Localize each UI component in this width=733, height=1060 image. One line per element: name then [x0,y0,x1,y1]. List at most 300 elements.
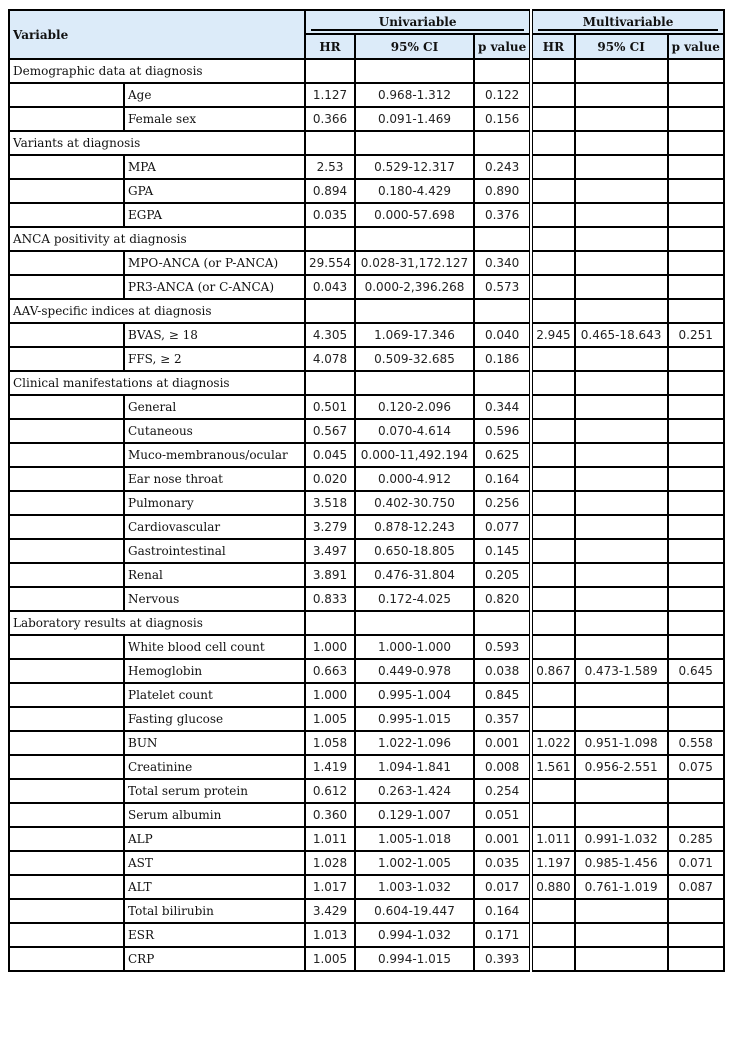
section-row [9,299,724,323]
uni-hr-cell: 1.000 [305,683,355,707]
multi-hr-cell [531,947,574,971]
uni-p-cell: 0.845 [474,683,531,707]
indent-cell [9,851,124,875]
uni-p-cell: 0.357 [474,707,531,731]
empty-cell [305,59,355,83]
uni-hr-cell: 1.000 [305,635,355,659]
table-row [9,803,724,827]
uni-p-cell: 0.051 [474,803,531,827]
uni-ci-cell: 0.650-18.805 [355,539,474,563]
table-row [9,83,724,107]
variable-name: Renal [124,563,305,587]
indent-cell [9,899,124,923]
variable-name: BVAS, ≥ 18 [124,323,305,347]
uni-ci-cell: 0.994-1.032 [355,923,474,947]
uni-p-cell: 0.573 [474,275,531,299]
indent-cell [9,347,124,371]
uni-hr-cell: 1.058 [305,731,355,755]
indent-cell [9,275,124,299]
multi-ci-cell [575,923,668,947]
uni-ci-cell: 0.172-4.025 [355,587,474,611]
uni-ci-cell: 0.000-2,396.268 [355,275,474,299]
section-title: Laboratory results at diagnosis [9,611,305,635]
multi-p-cell [668,251,724,275]
empty-cell [575,371,668,395]
uni-ci-cell: 0.070-4.614 [355,419,474,443]
uni-hr-cell: 0.833 [305,587,355,611]
uni-hr-cell: 3.429 [305,899,355,923]
multi-p-cell: 0.285 [668,827,724,851]
table-row [9,203,724,227]
multi-ci-cell [575,179,668,203]
variable-name: ESR [124,923,305,947]
table-row [9,827,724,851]
uni-hr-cell: 0.043 [305,275,355,299]
indent-cell [9,923,124,947]
table-row [9,779,724,803]
variable-name: MPO-ANCA (or P-ANCA) [124,251,305,275]
multi-p-cell [668,923,724,947]
variable-header: Variable [9,10,305,59]
uni-p-cell: 0.393 [474,947,531,971]
uni-hr-cell: 0.567 [305,419,355,443]
table-row [9,875,724,899]
variable-name: Nervous [124,587,305,611]
uni-p-cell: 0.156 [474,107,531,131]
indent-cell [9,563,124,587]
indent-cell [9,707,124,731]
section-row [9,131,724,155]
table-row [9,347,724,371]
uni-hr-cell: 3.518 [305,491,355,515]
univariable-label: Univariable [378,15,457,29]
uni-ci-cell: 0.402-30.750 [355,491,474,515]
uni-hr-cell: 0.612 [305,779,355,803]
uni-hr-cell: 1.127 [305,83,355,107]
empty-cell [531,59,574,83]
indent-cell [9,803,124,827]
multi-hr-cell [531,635,574,659]
multi-hr-cell [531,395,574,419]
empty-cell [531,611,574,635]
table-row [9,659,724,683]
empty-cell [305,227,355,251]
empty-cell [474,131,531,155]
multi-ci-cell: 0.956-2.551 [575,755,668,779]
empty-cell [668,59,724,83]
uni-hr-cell: 29.554 [305,251,355,275]
multi-ci-cell: 0.761-1.019 [575,875,668,899]
uni-ci-cell: 0.995-1.015 [355,707,474,731]
multi-hr-cell [531,275,574,299]
multi-p-cell [668,539,724,563]
multi-p-cell [668,947,724,971]
multi-hr-cell [531,515,574,539]
variable-name: Fasting glucose [124,707,305,731]
uni-ci-cell: 0.129-1.007 [355,803,474,827]
uni-p-cell: 0.040 [474,323,531,347]
multi-ci-cell [575,251,668,275]
uni-ci-cell: 1.069-17.346 [355,323,474,347]
table-row [9,539,724,563]
multi-hr-cell [531,539,574,563]
uni-hr-cell: 0.035 [305,203,355,227]
multi-ci-cell [575,539,668,563]
multi-hr-cell [531,563,574,587]
variable-name: Platelet count [124,683,305,707]
variable-name: MPA [124,155,305,179]
table-row [9,419,724,443]
table-row [9,395,724,419]
uni-hr-cell: 0.501 [305,395,355,419]
uni-ci-cell: 0.604-19.447 [355,899,474,923]
multi-hr-cell [531,251,574,275]
section-row [9,227,724,251]
multi-ci-cell [575,443,668,467]
multi-ci-cell [575,899,668,923]
multi-hr-cell: 1.011 [531,827,574,851]
variable-name: ALT [124,875,305,899]
indent-cell [9,251,124,275]
multi-p-cell [668,803,724,827]
uni-ci-cell: 1.094-1.841 [355,755,474,779]
indent-cell [9,467,124,491]
empty-cell [355,227,474,251]
variable-name: Hemoglobin [124,659,305,683]
multivariable-label: Multivariable [582,15,674,29]
empty-cell [305,131,355,155]
uni-p-cell: 0.035 [474,851,531,875]
uni-hr-cell: 1.011 [305,827,355,851]
uni-p-cell: 0.820 [474,587,531,611]
indent-cell [9,683,124,707]
multi-hr-cell [531,155,574,179]
variable-name: Serum albumin [124,803,305,827]
multi-p-cell [668,107,724,131]
multi-ci-cell [575,395,668,419]
group-underline [538,29,718,31]
multi-hr-header: HR [531,34,574,59]
empty-cell [305,371,355,395]
group-underline [311,29,524,31]
table-row [9,275,724,299]
uni-p-cell: 0.122 [474,83,531,107]
multi-hr-cell [531,203,574,227]
multi-hr-cell: 1.561 [531,755,574,779]
empty-cell [355,371,474,395]
variable-name: AST [124,851,305,875]
uni-ci-cell: 0.878-12.243 [355,515,474,539]
empty-cell [575,59,668,83]
multi-hr-cell: 1.197 [531,851,574,875]
uni-hr-cell: 4.305 [305,323,355,347]
multi-p-cell [668,587,724,611]
univariable-group-header [305,10,531,34]
empty-cell [474,59,531,83]
multi-ci-cell [575,203,668,227]
multi-p-cell [668,515,724,539]
multi-p-cell: 0.645 [668,659,724,683]
section-title: ANCA positivity at diagnosis [9,227,305,251]
uni-ci-cell: 0.968-1.312 [355,83,474,107]
empty-cell [355,299,474,323]
empty-cell [531,227,574,251]
table-body [9,59,724,971]
variable-name: CRP [124,947,305,971]
indent-cell [9,539,124,563]
multi-p-cell [668,179,724,203]
uni-ci-cell: 1.002-1.005 [355,851,474,875]
table-row [9,467,724,491]
empty-cell [668,371,724,395]
multi-p-cell: 0.558 [668,731,724,755]
multi-ci-cell [575,779,668,803]
table-row [9,683,724,707]
section-title: Variants at diagnosis [9,131,305,155]
variable-name: General [124,395,305,419]
table-row [9,707,724,731]
empty-cell [668,227,724,251]
variable-name: FFS, ≥ 2 [124,347,305,371]
uni-hr-cell: 0.366 [305,107,355,131]
multi-hr-cell [531,803,574,827]
variable-name: Ear nose throat [124,467,305,491]
uni-p-cell: 0.077 [474,515,531,539]
multi-hr-cell [531,179,574,203]
section-row [9,371,724,395]
uni-p-header: p value [474,34,531,59]
variable-name: BUN [124,731,305,755]
multivariable-group-header [531,10,724,34]
uni-p-cell: 0.340 [474,251,531,275]
multi-ci-cell [575,683,668,707]
multi-hr-cell [531,419,574,443]
multi-ci-cell [575,347,668,371]
variable-name: Total serum protein [124,779,305,803]
variable-name: Female sex [124,107,305,131]
table-row [9,323,724,347]
multi-ci-cell [575,467,668,491]
uni-hr-cell: 0.360 [305,803,355,827]
section-row [9,611,724,635]
multi-p-cell [668,347,724,371]
table-row [9,635,724,659]
multi-hr-cell [531,923,574,947]
variable-name: Gastrointestinal [124,539,305,563]
empty-cell [355,59,474,83]
multi-p-cell [668,779,724,803]
uni-ci-cell: 1.000-1.000 [355,635,474,659]
uni-ci-cell: 0.449-0.978 [355,659,474,683]
uni-p-cell: 0.625 [474,443,531,467]
uni-hr-cell: 3.891 [305,563,355,587]
multi-hr-cell: 1.022 [531,731,574,755]
uni-p-cell: 0.243 [474,155,531,179]
table-row [9,755,724,779]
uni-p-cell: 0.001 [474,731,531,755]
empty-cell [305,299,355,323]
section-title: AAV-specific indices at diagnosis [9,299,305,323]
multi-ci-cell [575,83,668,107]
uni-p-cell: 0.164 [474,899,531,923]
uni-hr-cell: 3.497 [305,539,355,563]
multi-ci-cell [575,491,668,515]
multi-p-header: p value [668,34,724,59]
uni-hr-cell: 0.020 [305,467,355,491]
indent-cell [9,203,124,227]
indent-cell [9,491,124,515]
multi-ci-cell [575,563,668,587]
uni-p-cell: 0.376 [474,203,531,227]
uni-ci-cell: 0.180-4.429 [355,179,474,203]
uni-p-cell: 0.145 [474,539,531,563]
table-row [9,491,724,515]
indent-cell [9,947,124,971]
multi-hr-cell [531,707,574,731]
multi-p-cell [668,707,724,731]
uni-hr-cell: 3.279 [305,515,355,539]
multi-hr-cell [531,83,574,107]
multi-p-cell: 0.075 [668,755,724,779]
table-row [9,587,724,611]
indent-cell [9,323,124,347]
multi-hr-cell: 2.945 [531,323,574,347]
multi-p-cell: 0.087 [668,875,724,899]
uni-ci-cell: 0.476-31.804 [355,563,474,587]
variable-name: PR3-ANCA (or C-ANCA) [124,275,305,299]
table-row [9,155,724,179]
table-header [9,10,724,59]
uni-ci-cell: 0.509-32.685 [355,347,474,371]
multi-p-cell [668,443,724,467]
empty-cell [355,131,474,155]
uni-p-cell: 0.001 [474,827,531,851]
uni-hr-cell: 1.419 [305,755,355,779]
multi-ci-cell [575,419,668,443]
multi-hr-cell [531,107,574,131]
variable-name: GPA [124,179,305,203]
multi-ci-cell [575,635,668,659]
empty-cell [531,131,574,155]
uni-hr-cell: 1.017 [305,875,355,899]
uni-p-cell: 0.256 [474,491,531,515]
uni-hr-cell: 1.028 [305,851,355,875]
uni-p-cell: 0.596 [474,419,531,443]
multi-hr-cell [531,899,574,923]
table-row [9,563,724,587]
table-row [9,923,724,947]
uni-hr-cell: 0.663 [305,659,355,683]
indent-cell [9,179,124,203]
multi-ci-cell: 0.991-1.032 [575,827,668,851]
multi-p-cell: 0.251 [668,323,724,347]
empty-cell [474,371,531,395]
uni-ci-cell: 0.995-1.004 [355,683,474,707]
multi-ci-cell: 0.951-1.098 [575,731,668,755]
uni-hr-cell: 0.894 [305,179,355,203]
uni-p-cell: 0.186 [474,347,531,371]
uni-ci-cell: 0.000-4.912 [355,467,474,491]
uni-ci-cell: 0.091-1.469 [355,107,474,131]
indent-cell [9,659,124,683]
indent-cell [9,731,124,755]
multi-hr-cell: 0.880 [531,875,574,899]
variable-name: Total bilirubin [124,899,305,923]
empty-cell [355,611,474,635]
multi-p-cell [668,155,724,179]
uni-p-cell: 0.008 [474,755,531,779]
multi-p-cell [668,395,724,419]
indent-cell [9,515,124,539]
variable-name: Cutaneous [124,419,305,443]
variable-name: Cardiovascular [124,515,305,539]
uni-hr-cell: 1.005 [305,707,355,731]
indent-cell [9,587,124,611]
uni-p-cell: 0.593 [474,635,531,659]
uni-p-cell: 0.205 [474,563,531,587]
uni-hr-header: HR [305,34,355,59]
multi-p-cell: 0.071 [668,851,724,875]
uni-ci-cell: 1.003-1.032 [355,875,474,899]
indent-cell [9,83,124,107]
empty-cell [668,299,724,323]
empty-cell [474,227,531,251]
multi-ci-cell [575,587,668,611]
empty-cell [575,611,668,635]
uni-ci-cell: 0.000-57.698 [355,203,474,227]
variable-name: Muco-membranous/ocular [124,443,305,467]
multi-p-cell [668,491,724,515]
multi-p-cell [668,467,724,491]
uni-p-cell: 0.164 [474,467,531,491]
table-row [9,947,724,971]
table-row [9,899,724,923]
indent-cell [9,155,124,179]
multi-ci-cell [575,515,668,539]
uni-ci-cell: 0.994-1.015 [355,947,474,971]
multi-hr-cell [531,467,574,491]
empty-cell [575,299,668,323]
uni-ci-cell: 0.120-2.096 [355,395,474,419]
uni-hr-cell: 1.005 [305,947,355,971]
empty-cell [575,227,668,251]
variable-name: Creatinine [124,755,305,779]
uni-p-cell: 0.890 [474,179,531,203]
multi-p-cell [668,683,724,707]
indent-cell [9,395,124,419]
multi-p-cell [668,419,724,443]
uni-p-cell: 0.171 [474,923,531,947]
uni-ci-cell: 0.028-31,172.127 [355,251,474,275]
table-row [9,515,724,539]
empty-cell [474,299,531,323]
table-row [9,851,724,875]
uni-ci-cell: 1.005-1.018 [355,827,474,851]
multi-ci-cell: 0.985-1.456 [575,851,668,875]
multi-ci-cell: 0.473-1.589 [575,659,668,683]
uni-ci-cell: 0.529-12.317 [355,155,474,179]
table-row [9,179,724,203]
multi-ci-cell [575,707,668,731]
uni-p-cell: 0.344 [474,395,531,419]
indent-cell [9,875,124,899]
multi-hr-cell [531,683,574,707]
multi-hr-cell [531,443,574,467]
uni-ci-cell: 0.000-11,492.194 [355,443,474,467]
variable-name: ALP [124,827,305,851]
empty-cell [305,611,355,635]
multi-p-cell [668,635,724,659]
